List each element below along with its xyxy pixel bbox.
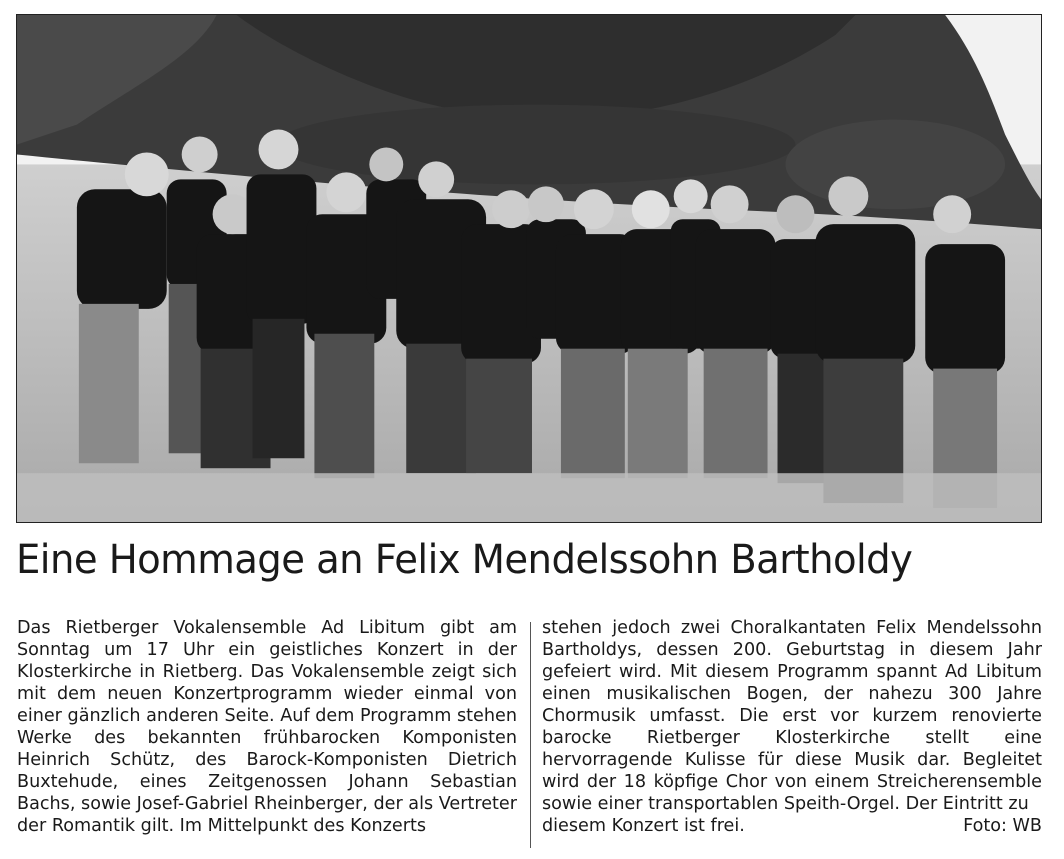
article-column-left <box>17 617 517 837</box>
article-text-right-last: diesem Konzert ist frei. <box>542 816 745 836</box>
article-text-left: Das Rietberger Vokalensemble Ad Libitum gibt am Sonntag um 17 Uhr ein geistliches Konzert in der Klosterkirche in Rietberg. Das Vokalensemble zeigt sich mit dem neuen Konzertprogramm wieder einmal von einer gänzlich anderen Seite. Auf dem Programm stehen Werke des bekannten frühbarocken Komponisten Heinrich Schütz, des Barock-Komponisten Dietrich Buxtehude, eines Zeitgenossen Johann Sebastian Bachs, sowie Josef-Gabriel Rheinberger, der als Vertreter der Romantik gilt. Im Mittelpunkt des Konzerts <box>17 618 517 836</box>
choir-photo-illustration <box>17 15 1041 522</box>
article-column-right <box>542 617 1042 837</box>
final-line <box>542 815 1042 837</box>
photo-credit: Foto: WB <box>963 816 1042 836</box>
article-text-right: stehen jedoch zwei Choralkantaten Felix Mendelssohn Bartholdys, dessen 200. Geburtstag in diesem Jahr gefeiert wird. Mit diesem Programm spannt Ad Libitum einen musikalischen Bogen, der nahezu 300 Jahre Chormusik umfasst. Die erst vor kurzem renovierte barocke Rietberger Klosterkirche stellt eine hervorragende Kulisse für diese Musik dar. Begleitet wird der 18 köpfige Chor von einem Streicherensemble sowie einer transportablen Speith-Orgel. Der Eintritt zu <box>542 618 1042 814</box>
headline: Eine Hommage an Felix Mendelssohn Bartholdy <box>16 537 913 583</box>
choir-photo <box>16 14 1042 523</box>
column-divider <box>530 622 531 848</box>
